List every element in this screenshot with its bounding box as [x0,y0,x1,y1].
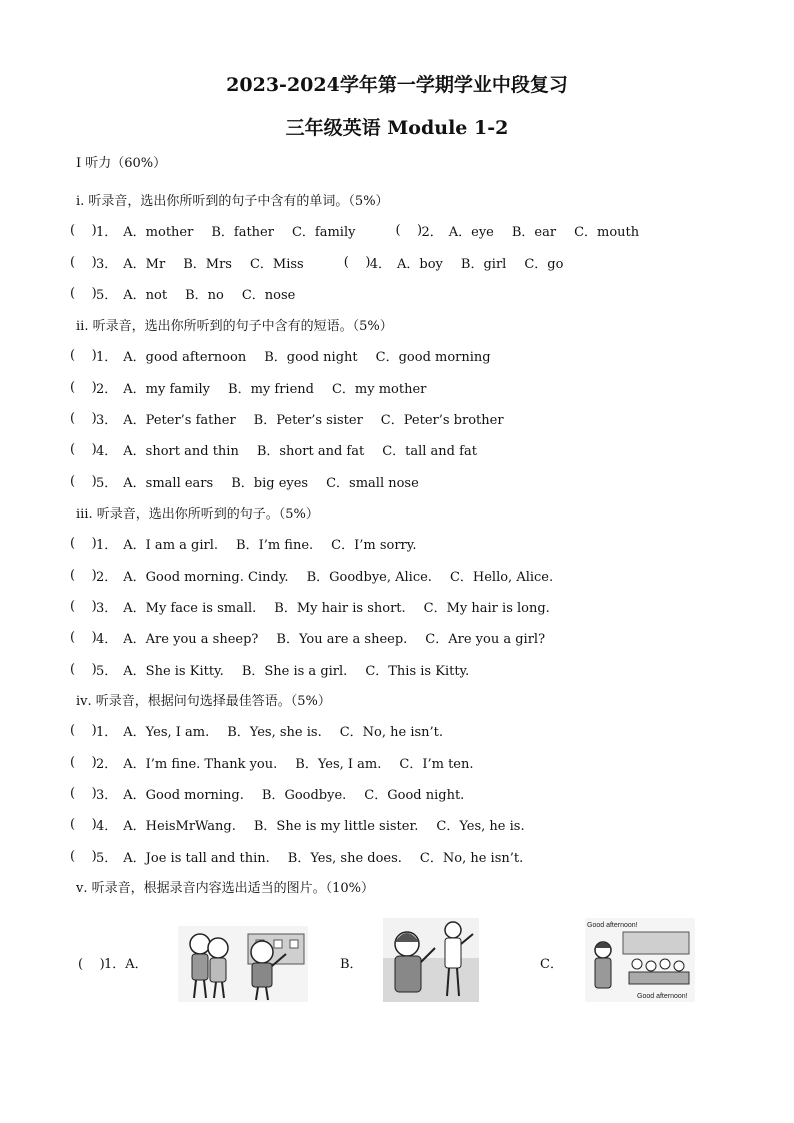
question-row [70,534,435,553]
question-row [70,253,581,272]
question-number: 4． [96,819,118,835]
option-a: A．not [123,287,168,303]
question-row [70,721,461,740]
option-c: C．I’m sorry. [331,538,417,554]
answer-blank[interactable]: ( ) [70,348,97,364]
section-heading: ⅳ. 听录音，根据问句选择最佳答语。（5%） [76,694,331,709]
option-a: A．I am a girl. [123,538,219,554]
page-title: 2023-2024学年第一学期学业中段复习 [226,74,568,96]
option-b: B．My hair is short. [274,600,406,616]
question-row [70,628,563,647]
answer-blank[interactable]: ( ) [70,473,97,489]
section-heading: ⅴ. 听录音，根据录音内容选出适当的图片。（10%） [76,881,375,896]
option-b: B．ear [511,225,557,241]
section-heading: ⅱ. 听录音，选出你所听到的句子中含有的短语。（5%） [76,319,393,334]
option-b: B．You are a sheep. [276,632,408,648]
question-row [70,472,437,491]
option-a: A．Joe is tall and thin. [123,850,270,866]
option-c: C．Yes, he is. [436,819,525,835]
option-c: C．My hair is long. [423,600,550,616]
question-row [70,660,487,679]
question-number: 4． [96,632,118,648]
section-heading: ⅲ. 听录音，选出你所听到的句子。（5%） [76,507,319,522]
option-c: C．Miss [249,256,304,272]
option-c: C．Are you a girl? [425,632,546,648]
woman-and-man-greeting-image [383,918,479,1002]
answer-blank[interactable]: ( ) [70,254,97,270]
option-c: C．I’m ten. [399,756,474,772]
question-row [70,847,541,866]
option-a: A．Good morning. Cindy. [123,569,289,585]
children-waving-image [178,926,308,1002]
question-number: 1． [96,725,118,741]
option-b: B．Goodbye, Alice. [306,569,432,585]
question-row [70,378,444,397]
option-c-label: C． [540,957,563,972]
option-c: C．tall and fat [382,444,477,460]
answer-blank[interactable]: ( ) [343,254,371,270]
option-b: B．Yes, she does. [287,850,402,866]
answer-blank[interactable]: ( ) [70,410,97,426]
option-b: B．no [185,287,224,303]
option-c: C．Peter’s brother [380,412,504,428]
section-heading: ⅰ. 听录音，选出你所听到的句子中含有的单词。（5%） [76,194,389,209]
question-number: 5． [96,850,118,866]
option-b: B．She is a girl. [241,663,348,679]
option-c: C．Hello, Alice. [449,569,554,585]
option-c: C．go [524,256,564,272]
option-c: C．nose [241,287,296,303]
answer-blank[interactable]: ( ) [70,223,97,239]
question-row [70,753,492,772]
answer-blank[interactable]: ( ) [70,785,97,801]
part-heading: Ⅰ 听力（60%） [76,156,167,171]
option-b: B．Yes, she is. [227,725,322,741]
question-number: 3． [96,600,118,616]
question-row [70,346,509,365]
option-c: C．good morning [375,350,491,366]
option-a: A．She is Kitty. [123,663,224,679]
option-b: B．Yes, I am. [295,756,382,772]
option-a: A．Peter’s father [123,412,236,428]
question-number: 2． [421,225,443,241]
question-number: 2． [96,569,118,585]
answer-blank[interactable]: ( ) [70,536,97,552]
option-a: A．I’m fine. Thank you. [123,756,278,772]
question-number: 3． [96,787,118,803]
option-a: A．short and thin [123,444,239,460]
question-number: 2． [96,756,118,772]
option-b: B．Peter’s sister [253,412,363,428]
option-b: B．my friend [228,381,314,397]
option-c: C．small nose [326,475,419,491]
picture-option-b[interactable] [383,918,479,1002]
question-number: 3． [96,412,118,428]
option-b: B．short and fat [256,444,365,460]
answer-blank[interactable]: ( ) [78,957,105,972]
option-b: B．father [211,225,274,241]
answer-blank[interactable]: ( ) [395,223,423,239]
answer-blank[interactable]: ( ) [70,754,97,770]
option-b: B．Goodbye. [261,787,347,803]
option-b: B．big eyes [231,475,309,491]
option-a: A．my family [123,381,211,397]
answer-blank[interactable]: ( ) [70,848,97,864]
answer-blank[interactable]: ( ) [70,567,97,583]
answer-blank[interactable]: ( ) [70,285,97,301]
question-number: 3． [96,256,118,272]
classroom-greeting-image [585,918,695,1002]
option-c: C．This is Kitty. [365,663,470,679]
option-a-label: A． [125,957,148,972]
answer-blank[interactable]: ( ) [70,817,97,833]
option-c: C．No, he isn’t. [419,850,524,866]
option-c: C．Good night. [364,787,465,803]
picture-option-c[interactable] [585,918,695,1002]
question-number: 5． [96,287,118,303]
option-a: A．boy [397,256,443,272]
page-subtitle: 三年级英语 Module 1-2 [285,117,509,139]
question-row [70,784,482,803]
question-row [70,284,313,303]
question-row [70,597,568,616]
question-row [70,409,522,428]
question-number: 4． [96,444,118,460]
option-b: B．Mrs [183,256,232,272]
question-number: 2． [96,381,118,397]
option-c: C．mouth [574,225,640,241]
speech-bottom: Good afternoon! [637,993,688,1000]
question-number: 1． [96,538,118,554]
option-a: A．good afternoon [123,350,247,366]
picture-question: ( )1．A． [78,957,148,972]
question-number: 1． [96,350,118,366]
option-c: C．No, he isn’t. [339,725,444,741]
answer-blank[interactable]: ( ) [70,723,97,739]
answer-blank[interactable]: ( ) [70,598,97,614]
question-row [70,221,657,240]
picture-option-a[interactable] [178,926,308,1002]
option-a: A．Yes, I am. [123,725,210,741]
option-a: A．My face is small. [123,600,257,616]
question-row [70,566,571,585]
option-b: B．I’m fine. [236,538,314,554]
speech-top: Good afternoon! [587,922,638,929]
option-a: A．Mr [123,256,166,272]
answer-blank[interactable]: ( ) [70,630,97,646]
question-row [70,440,495,459]
answer-blank[interactable]: ( ) [70,661,97,677]
option-a: A．eye [448,225,494,241]
option-a: A．HeisMrWang. [123,819,236,835]
question-number: 5． [96,663,118,679]
answer-blank[interactable]: ( ) [70,379,97,395]
question-number: 4． [369,256,392,272]
option-b-label: B． [340,957,363,972]
option-b: B．good night [264,350,358,366]
option-a: A．small ears [123,475,214,491]
option-a: A．Are you a sheep? [123,632,259,648]
answer-blank[interactable]: ( ) [70,442,97,458]
option-c: C．my mother [331,381,427,397]
option-a: A．mother [123,225,194,241]
question-number: 5． [96,475,118,491]
option-c: C．family [291,225,356,241]
option-b: B．girl [460,256,507,272]
option-b: B．She is my little sister. [253,819,419,835]
option-a: A．Good morning. [123,787,244,803]
question-number: 1． [96,225,118,241]
question-row [70,815,543,834]
